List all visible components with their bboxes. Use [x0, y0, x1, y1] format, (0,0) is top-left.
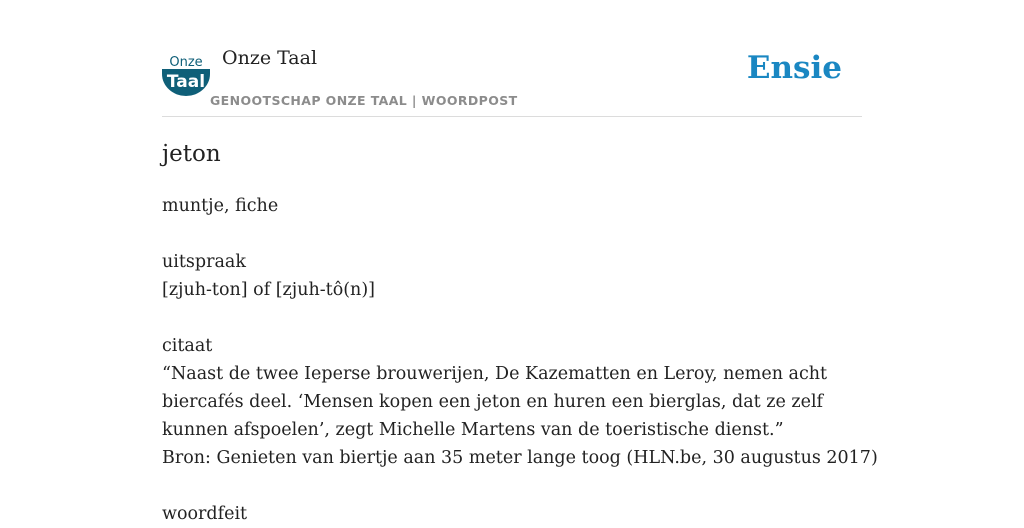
onze-taal-logo-icon: [162, 54, 210, 96]
header: [162, 40, 862, 117]
quote-source: Bron: Genieten van biertje aan 35 meter lange toog (HLN.be, 30 augustus 2017): [162, 448, 878, 468]
next-heading: woordfeit: [162, 504, 248, 524]
svg-text:Onze: Onze: [169, 55, 203, 70]
quote-line: biercafés deel. ‘Mensen kopen een jeton en huren een bierglas, dat ze zelf: [162, 392, 824, 412]
source-subline: GENOOTSCHAP ONZE TAAL | WOORDPOST: [210, 93, 518, 108]
entry-card: [162, 0, 878, 524]
quote-line: kunnen afspoelen’, zegt Michelle Martens van de toeristische dienst.”: [162, 420, 784, 440]
pronunciation-heading: uitspraak: [162, 252, 246, 272]
svg-text:Taal: Taal: [166, 72, 206, 92]
spacer: [162, 220, 862, 248]
spacer: [162, 472, 862, 500]
pronunciation: [zjuh-ton] of [zjuh-tô(n)]: [162, 280, 375, 300]
site-logo[interactable]: Ensie: [746, 50, 842, 86]
entry-body: [162, 192, 878, 528]
quote-heading: citaat: [162, 336, 213, 356]
definition: muntje, fiche: [162, 196, 279, 216]
spacer: [162, 304, 862, 332]
brand-name[interactable]: Onze Taal: [222, 47, 318, 69]
quote-line: “Naast de twee Ieperse brouwerijen, De Kazematten en Leroy, nemen acht: [162, 364, 828, 384]
entry-title: jeton: [162, 141, 221, 167]
